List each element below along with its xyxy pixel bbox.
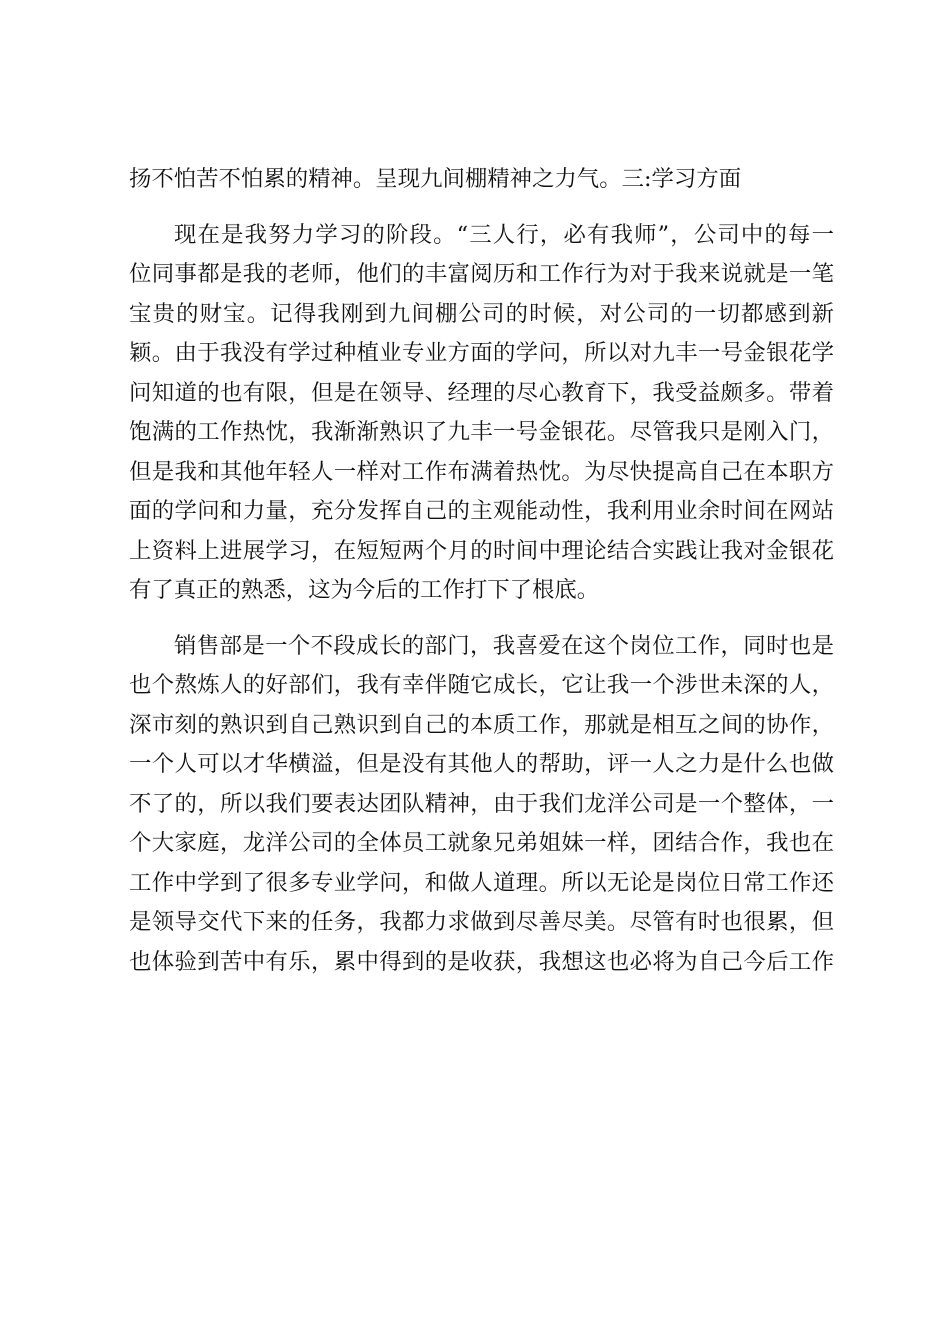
text-line: 宝贵的财宝。记得我刚到九间棚公司的时候，对公司的一切都感到新 [129,300,834,327]
paragraph-1 [129,160,834,200]
text-line: 工作中学到了很多专业学问，和做人道理。所以无论是岗位日常工作还 [129,869,834,896]
paragraph-3 [129,627,834,983]
paragraph-2 [129,216,834,611]
text-line: 面的学问和力量，充分发挥自己的主观能动性，我利用业余时间在网站 [129,498,834,524]
text-line: 有了真正的熟悉，这为今后的工作打下了根底。 [129,577,600,603]
text-line: 位同事都是我的老师，他们的丰富阅历和工作行为对于我来说就是一笔 [129,261,834,287]
text-line: 扬不怕苦不怕累的精神。呈现九间棚精神之力气。三:学习方面 [129,166,742,192]
text-line: 深市刻的熟识到自己熟识到自己的本质工作，那就是相互之间的协作， [129,711,834,738]
text-line: 一个人可以才华横溢，但是没有其他人的帮助，评一人之力是什么也做 [129,751,834,777]
text-line: 现在是我努力学习的阶段。“三人行，必有我师”，公司中的每一 [174,221,834,248]
text-line: 个大家庭，龙洋公司的全体员工就象兄弟姐妹一样，团结合作，我也在 [129,830,834,856]
text-line: 颖。由于我没有学过种植业专业方面的学问，所以对九丰一号金银花学 [129,340,834,366]
text-line: 饱满的工作热忱，我渐渐熟识了九丰一号金银花。尽管我只是刚入门， [129,419,834,445]
text-line: 上资料上进展学习，在短短两个月的时间中理论结合实践让我对金银花 [129,537,834,564]
text-line: 是领导交代下来的任务，我都力求做到尽善尽美。尽管有时也很累，但 [129,909,834,935]
body-text [129,160,834,982]
text-line: 销售部是一个不段成长的部门，我喜爱在这个岗位工作，同时也是 [174,632,834,659]
text-line: 也体验到苦中有乐，累中得到的是收获，我想这也必将为自己今后工作 [129,948,834,975]
text-line: 但是我和其他年轻人一样对工作布满着热忱。为尽快提高自己在本职方 [129,458,834,485]
text-line: 问知道的也有限，但是在领导、经理的尽心教育下，我受益颇多。带着 [129,379,834,406]
text-line: 不了的，所以我们要表达团队精神，由于我们龙洋公司是一个整体，一 [129,790,834,817]
text-line: 也个熬炼人的好部们，我有幸伴随它成长，它让我一个涉世未深的人， [129,672,834,698]
